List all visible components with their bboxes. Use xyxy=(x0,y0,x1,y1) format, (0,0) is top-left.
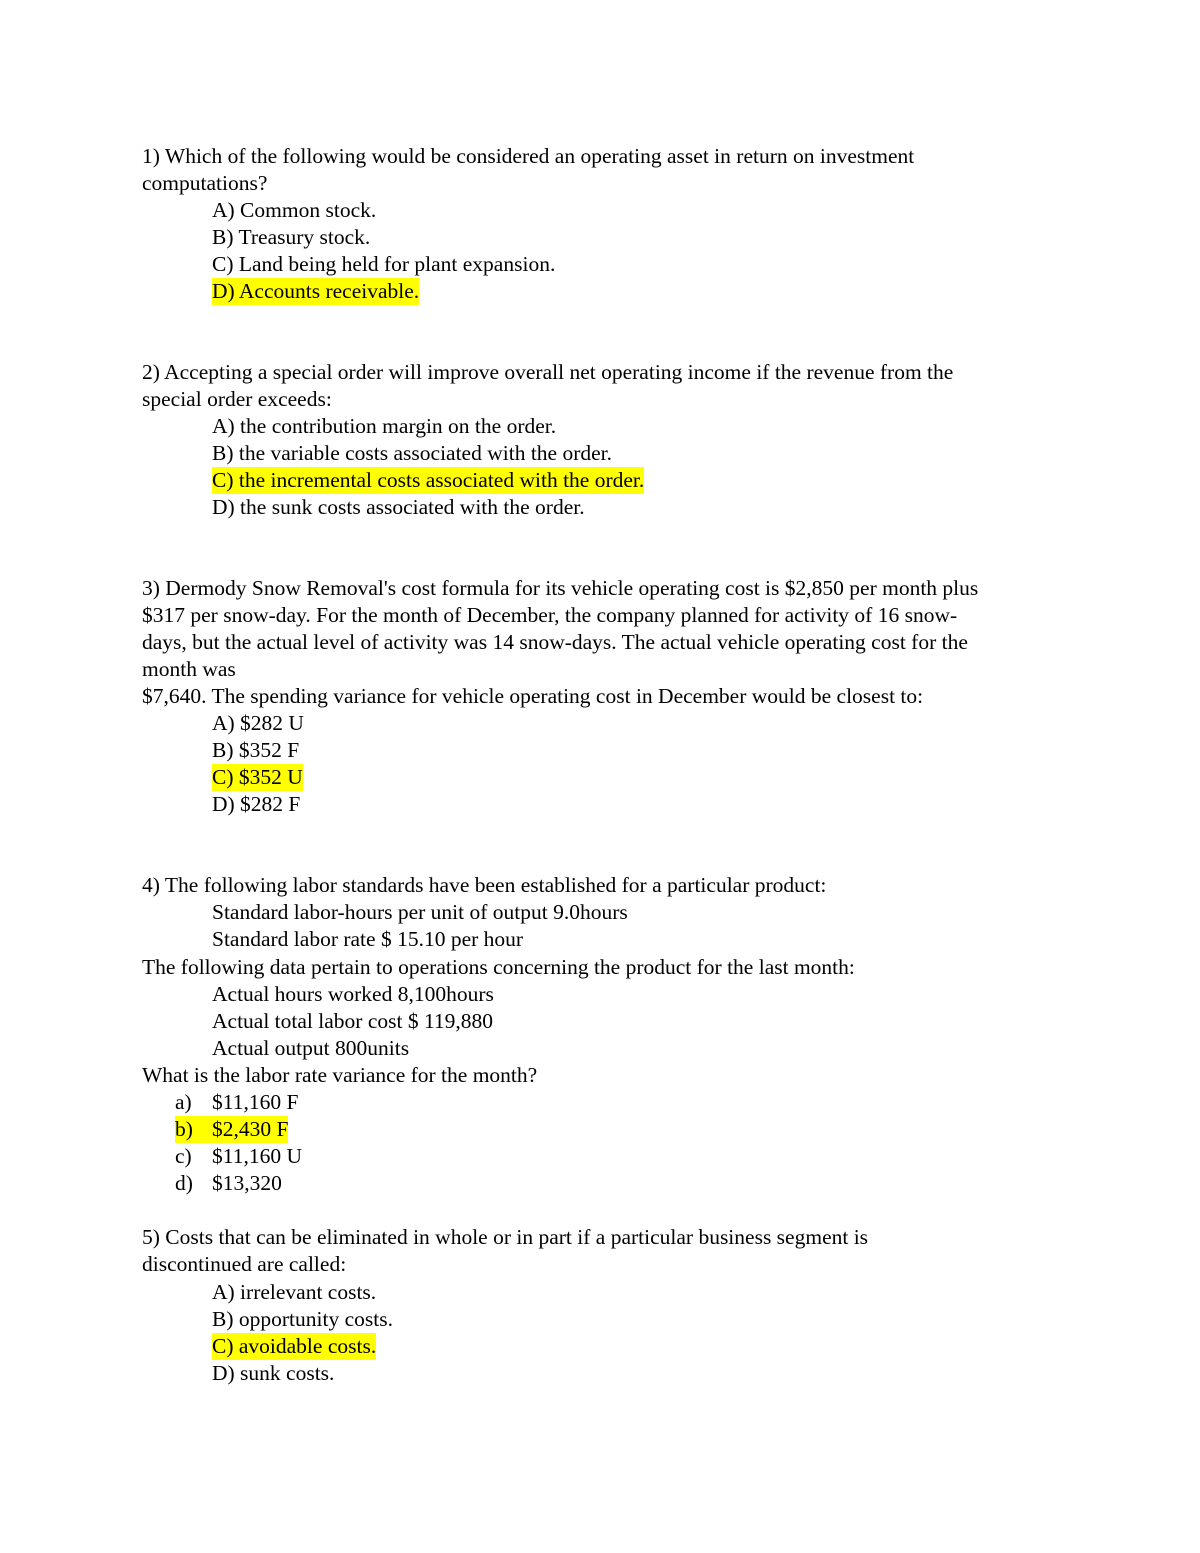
option-text: $11,160 F xyxy=(212,1090,299,1114)
question-4-question: What is the labor rate variance for the month? xyxy=(142,1063,538,1087)
question-4-stem: 4) The following labor standards have been established for a particular product: xyxy=(142,873,827,897)
question-5-option-c-highlighted: C) avoidable costs. xyxy=(212,1334,377,1358)
question-4-actual-cost: Actual total labor cost $ 119,880 xyxy=(212,1009,494,1033)
question-3-stem-line-3: days, but the actual level of activity was 14 snow-days. The actual vehicle operating cost for the xyxy=(142,630,968,654)
option-text: $13,320 xyxy=(212,1171,282,1195)
question-3-stem-line-5: $7,640. The spending variance for vehicle operating cost in December would be closest to: xyxy=(142,684,924,708)
question-4-actual-hours: Actual hours worked 8,100hours xyxy=(212,982,494,1006)
question-4-standard-hours: Standard labor-hours per unit of output 9.0hours xyxy=(212,900,628,924)
question-1-option-c: C) Land being held for plant expansion. xyxy=(212,252,556,276)
question-3-option-d: D) $282 F xyxy=(212,792,301,816)
question-4-option-a xyxy=(175,1089,298,1116)
question-2-stem-line-1: 2) Accepting a special order will improve overall net operating income if the revenue from the xyxy=(142,360,954,384)
question-2-option-b: B) the variable costs associated with the order. xyxy=(212,441,613,465)
question-5-option-b: B) opportunity costs. xyxy=(212,1307,393,1331)
question-1-option-b: B) Treasury stock. xyxy=(212,225,371,249)
option-label: b) xyxy=(175,1117,193,1141)
question-3-stem-line-1: 3) Dermody Snow Removal's cost formula for its vehicle operating cost is $2,850 per month plus xyxy=(142,576,979,600)
question-2-stem-line-2: special order exceeds: xyxy=(142,387,332,411)
question-5-option-d: D) sunk costs. xyxy=(212,1361,335,1385)
option-label: c) xyxy=(175,1144,192,1168)
question-2-option-c-highlighted: C) the incremental costs associated with the order. xyxy=(212,468,645,492)
question-3-stem-line-4: month was xyxy=(142,657,236,681)
question-5-stem-line-2: discontinued are called: xyxy=(142,1252,347,1276)
question-1-stem-line-1: 1) Which of the following would be considered an operating asset in return on investment xyxy=(142,144,915,168)
option-text: $2,430 F xyxy=(212,1117,289,1141)
question-1-stem-line-2: computations? xyxy=(142,171,268,195)
question-3-option-a: A) $282 U xyxy=(212,711,304,735)
question-1-option-a: A) Common stock. xyxy=(212,198,377,222)
question-4-option-d xyxy=(175,1170,282,1197)
question-5-option-a: A) irrelevant costs. xyxy=(212,1280,377,1304)
option-label: d) xyxy=(175,1171,193,1195)
question-2-option-d: D) the sunk costs associated with the order. xyxy=(212,495,585,519)
question-3-option-b: B) $352 F xyxy=(212,738,300,762)
question-4-actual-output: Actual output 800units xyxy=(212,1036,410,1060)
option-label: a) xyxy=(175,1090,192,1114)
question-1-option-d-highlighted: D) Accounts receivable. xyxy=(212,279,420,303)
question-3-stem-line-2: $317 per snow-day. For the month of December, the company planned for activity of 16 snow- xyxy=(142,603,958,627)
question-2-option-a: A) the contribution margin on the order. xyxy=(212,414,557,438)
question-4-standard-rate: Standard labor rate $ 15.10 per hour xyxy=(212,927,524,951)
question-4-option-b-highlighted xyxy=(175,1116,288,1143)
question-4-option-c xyxy=(175,1143,302,1170)
question-4-data-intro: The following data pertain to operations concerning the product for the last month: xyxy=(142,955,855,979)
question-5-stem-line-1: 5) Costs that can be eliminated in whole or in part if a particular business segment is xyxy=(142,1225,869,1249)
option-text: $11,160 U xyxy=(212,1144,302,1168)
question-3-option-c-highlighted: C) $352 U xyxy=(212,765,303,789)
